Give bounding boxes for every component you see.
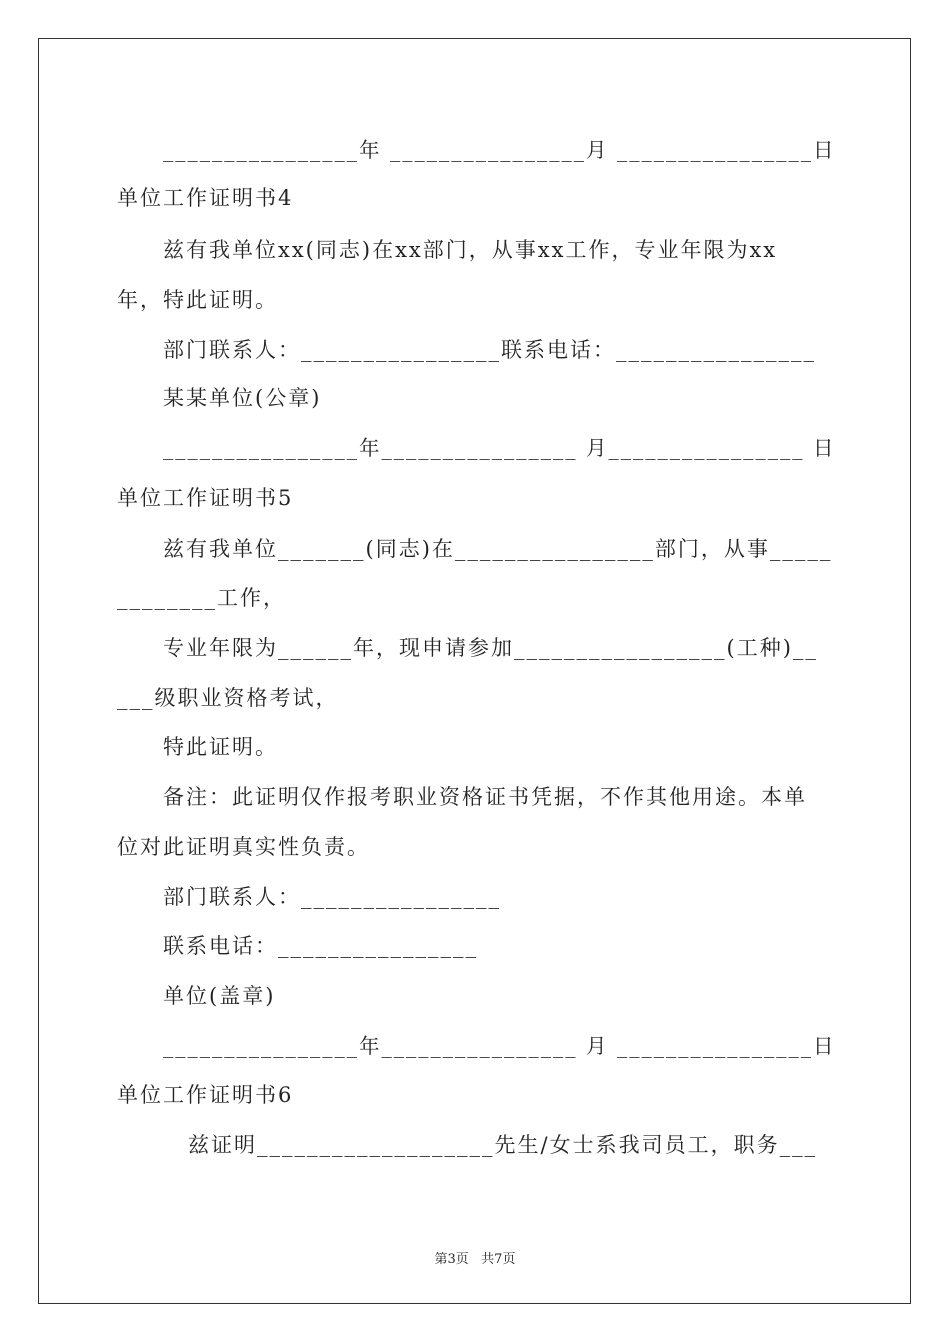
date-line-2: ________________年________________ 月________________ 日 xyxy=(163,436,836,460)
paragraph-6-line-1: 兹证明___________________先生/女士系我司员工，职务___ xyxy=(188,1133,818,1157)
contact-phone-5: 联系电话：________________ xyxy=(163,934,478,958)
paragraph-5-line-2: ________工作， xyxy=(117,586,286,610)
heading-certificate-6: 单位工作证明书6 xyxy=(117,1083,294,1107)
date-line-3: ________________年________________ 月 ________________日 xyxy=(163,1034,836,1058)
paragraph-5-line-5: 特此证明。 xyxy=(163,735,278,759)
contact-person-5: 部门联系人：________________ xyxy=(163,885,501,909)
page-number-footer: 第3页 共7页 xyxy=(434,1252,516,1267)
paragraph-5-line-1: 兹有我单位_______(同志)在________________部门，从事_____ xyxy=(163,537,833,561)
paragraph-5-line-3: 专业年限为______年，现申请参加_________________(工种)__ xyxy=(163,636,818,660)
contact-line-4: 部门联系人：________________联系电话：________________ xyxy=(163,338,816,362)
date-line-1: ________________年 ________________月 ________________日 xyxy=(163,138,836,162)
note-line-1: 备注：此证明仅作报考职业资格证书凭据，不作其他用途。本单 xyxy=(163,785,807,809)
heading-certificate-4: 单位工作证明书4 xyxy=(117,186,294,210)
company-seal-4: 某某单位(公章) xyxy=(163,386,322,410)
company-seal-5: 单位(盖章) xyxy=(163,984,276,1008)
heading-certificate-5: 单位工作证明书5 xyxy=(117,486,294,510)
note-line-2: 位对此证明真实性负责。 xyxy=(117,835,370,859)
paragraph-5-line-4: ___级职业资格考试， xyxy=(117,686,339,710)
paragraph-4-line-2: 年，特此证明。 xyxy=(117,288,278,312)
page-border xyxy=(38,38,911,1304)
paragraph-4-line-1: 兹有我单位xx(同志)在xx部门，从事xx工作，专业年限为xx xyxy=(163,238,778,262)
